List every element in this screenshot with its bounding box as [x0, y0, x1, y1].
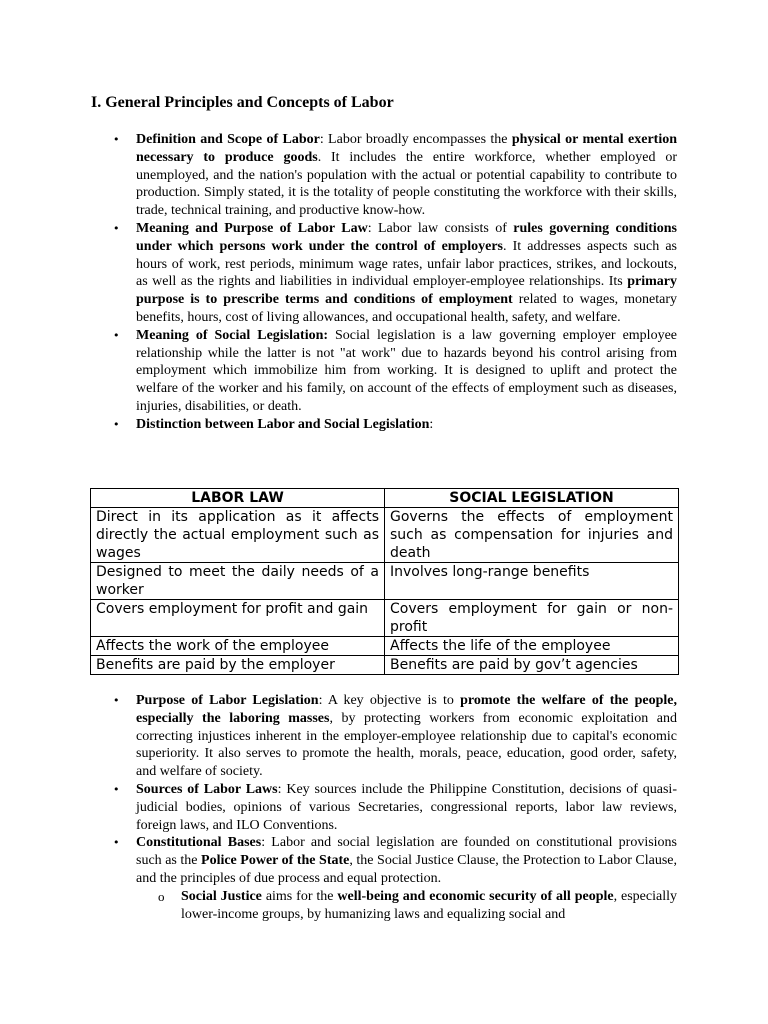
table-row: [91, 637, 679, 656]
table-row: [91, 563, 679, 600]
item-text: : Labor law consists of: [367, 220, 514, 236]
bullet-icon: •: [113, 328, 120, 342]
item-text: : Labor broadly encompasses the: [319, 132, 512, 147]
bullet-icon: •: [113, 133, 120, 146]
item-text: . It addresses aspects such as hours of work, rest periods, minimum wage rates, unfair labor practices, strikes, and lockouts, as well as the rights and liabilities in individual employer-employee relationships. Its: [136, 238, 677, 290]
item-emphasis: promote the welfare of the people, especially the laboring masses: [136, 693, 677, 726]
item-emphasis: physical or mental exertion necessary to produce goods: [136, 132, 677, 165]
comparison-table: [90, 488, 679, 675]
item-emphasis: well-being and economic security of all people: [337, 888, 614, 904]
term-social-legislation: Meaning of Social Legislation:: [136, 327, 329, 343]
section-heading: I. General Principles and Concepts of Labor: [91, 94, 394, 111]
term-social-justice: Social Justice: [181, 888, 262, 904]
table-cell: Governs the effects of employment such as compensation for injuries and death: [385, 508, 679, 563]
bullet-list-top: [0, 131, 768, 434]
item-emphasis: rules governing conditions under which persons work under the control of employers: [136, 220, 677, 254]
item-text: , by protecting workers from economic exploitation and correcting injustices inherent in the employer-employee relationship due to capital's economic superiority. It also serves to promote the health, morals, peace, education, good order, safety, and welfare of society.: [136, 710, 677, 780]
item-text: :: [429, 416, 434, 432]
item-text: : Labor and social legislation are founded on constitutional provisions such as the: [136, 835, 677, 869]
bullet-icon: •: [113, 221, 120, 235]
term-definition-of-labor: Definition and Scope of Labor: [136, 132, 320, 147]
table-cell: Benefits are paid by the employer: [91, 656, 385, 675]
term-purpose: Purpose of Labor Legislation: [136, 693, 319, 708]
sub-list-item-social-justice: [136, 888, 677, 924]
list-item-labor-law: [0, 220, 677, 327]
table-cell: Affects the life of the employee: [385, 637, 679, 656]
table-cell: Direct in its application as it affects directly the actual employment such as wages: [91, 508, 385, 563]
item-text: related to wages, monetary benefits, hours, cost of living allowances, and occupational health, safety, and welfare.: [136, 292, 678, 325]
item-text: aims for the: [261, 888, 338, 904]
list-item-definition-of-labor: [0, 131, 677, 220]
item-emphasis: primary purpose is to prescribe terms and conditions of employment: [136, 274, 677, 308]
table-header-row: [91, 489, 679, 508]
table-cell: Involves long-range benefits: [385, 563, 679, 600]
list-item-constitutional-bases: [0, 834, 677, 923]
item-text: : Key sources include the Philippine Constitution, decisions of quasi-judicial bodies, opinions of various Secretaries, congressional reports, labor law reviews, foreign laws, and ILO Conventions.: [136, 781, 677, 833]
term-distinction: Distinction between Labor and Social Legislation: [136, 416, 430, 432]
bullet-list-bottom: [0, 692, 768, 923]
list-item-social-legislation: [0, 327, 677, 416]
item-text: Social legislation is a law governing employer employee relationship while the latter is not "at work" due to hazards beyond his control arising from employment which immobilize him from working. It is designed to uplift and protect the welfare of the worker and his family, on account of the effects of employment such as diseases, injuries, disabilities, or death.: [136, 327, 677, 414]
item-text: . It includes the entire workforce, whether employed or unemployed, and the nation's population with the actual or potential capability to contribute to production. Simply stated, it is the totality of people constituting the workforce with their skills, trade, technical training, and productive know-how.: [136, 149, 677, 219]
bullet-icon: •: [113, 836, 120, 850]
table-cell: Covers employment for gain or non-profit: [385, 600, 679, 637]
sub-list: [136, 888, 677, 924]
term-labor-law: Meaning and Purpose of Labor Law: [136, 220, 368, 236]
column-header-social-legislation: SOCIAL LEGISLATION: [385, 489, 679, 508]
table-cell: Affects the work of the employee: [91, 637, 385, 656]
table-row: [91, 508, 679, 563]
term-constitutional-bases: Constitutional Bases: [136, 835, 262, 851]
item-text: : A key objective is to: [318, 693, 461, 708]
table-cell: Designed to meet the daily needs of a worker: [91, 563, 385, 600]
column-header-labor-law: LABOR LAW: [91, 489, 385, 508]
table-cell: Benefits are paid by gov’t agencies: [385, 656, 679, 675]
list-item-purpose-of-labor-legislation: [0, 692, 677, 781]
table-cell: Covers employment for profit and gain: [91, 600, 385, 637]
table-row: [91, 600, 679, 637]
item-emphasis: Police Power of the State: [201, 853, 350, 869]
bullet-icon: •: [113, 694, 120, 707]
bullet-icon: •: [113, 417, 120, 431]
item-text: , especially lower-income groups, by humanizing laws and equalizing social and: [181, 888, 677, 922]
table-row: [91, 656, 679, 675]
bullet-icon: •: [113, 782, 120, 796]
item-text: , the Social Justice Clause, the Protection to Labor Clause, and the principles of due process and equal protection.: [136, 853, 677, 886]
list-item-distinction: [0, 416, 677, 434]
term-sources: Sources of Labor Laws: [136, 781, 278, 797]
list-item-sources-of-labor-laws: [0, 781, 677, 834]
sub-bullet-icon: o: [158, 888, 165, 904]
